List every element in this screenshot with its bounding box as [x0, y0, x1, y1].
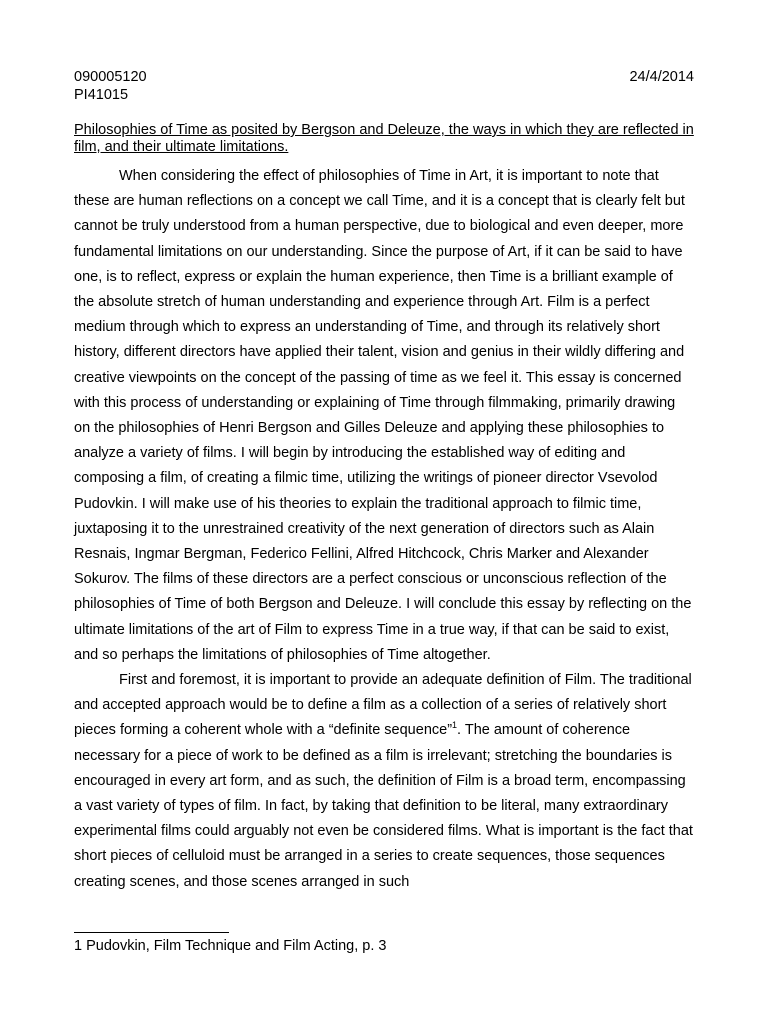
- essay-body: [74, 164, 694, 895]
- paragraph-2-text-a: First and foremost, it is important to provide an adequate definition of Film. The traditional and accepted approach would be to define a film as a collection of a series of relatively short pieces forming a coherent whole with a “definite sequence”: [74, 672, 692, 739]
- header-row: [74, 68, 694, 86]
- footnote: 1 Pudovkin, Film Technique and Film Acting, p. 3: [74, 938, 387, 954]
- paragraph-1: When considering the effect of philosophies of Time in Art, it is important to note that these are human reflections on a concept we call Time, and it is a concept that is clearly felt but cannot be truly understood from a human perspective, due to biological and even deeper, more fundamental limitations on our understanding. Since the purpose of Art, if it can be said to have one, is to reflect, express or explain the human experience, then Time is a brilliant example of the absolute stretch of human understanding and experience through Art. Film is a perfect medium through which to express an understanding of Time, and through its relatively short history, different directors have applied their talent, vision and genius in their wildly differing and creative viewpoints on the concept of the passing of time as we feel it. This essay is concerned with this process of understanding or explaining of Time through filmmaking, primarily drawing on the philosophies of Henri Bergson and Gilles Deleuze and applying these philosophies to analyze a variety of films. I will begin by introducing the established way of editing and composing a film, of creating a filmic time, utilizing the writings of pioneer director Vsevolod Pudovkin. I will make use of his theories to explain the traditional approach to filmic time, juxtaposing it to the unrestrained creativity of the next generation of directors such as Alain Resnais, Ingmar Bergman, Federico Fellini, Alfred Hitchcock, Chris Marker and Alexander Sokurov. The films of these directors are a perfect conscious or unconscious reflection of the philosophies of Time of both Bergson and Deleuze. I will conclude this essay by reflecting on the ultimate limitations of the art of Film to express Time in a true way, if that can be said to exist, and so perhaps the limitations of philosophies of Time altogether.: [74, 168, 692, 663]
- paragraph-2-text-b: . The amount of coherence necessary for a piece of work to be defined as a film is irrelevant; stretching the boundaries is encouraged in every art form, and as such, the definition of Film is a broad term, encompassing a vast variety of types of film. In fact, by taking that definition to be literal, many extraordinary experimental films could arguably not even be considered films. What is important is the fact that short pieces of celluloid must be arranged in a series to create sequences, those sequences creating scenes, and those scenes arranged in such: [74, 722, 693, 890]
- essay-title: Philosophies of Time as posited by Bergson and Deleuze, the ways in which they are reflected in film, and their ultimate limitations.: [74, 122, 694, 155]
- student-id: 090005120: [74, 69, 147, 85]
- footnote-reference: 1: [452, 720, 458, 731]
- course-code: PI41015: [74, 87, 129, 103]
- footnote-separator: [74, 932, 229, 933]
- document-date: 24/4/2014: [629, 69, 694, 85]
- paragraph-2: [74, 668, 694, 895]
- document-page: [74, 68, 694, 895]
